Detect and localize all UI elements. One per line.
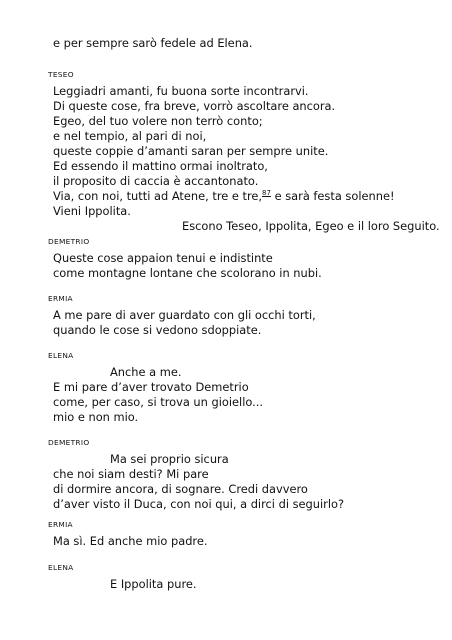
verse-line: e nel tempio, al pari di noi, — [53, 129, 207, 143]
verse-line: quando le cose si vedono sdoppiate. — [53, 323, 262, 337]
verse-line: Egeo, del tuo volere non terrò conto; — [53, 114, 263, 128]
verse-line: Ma sei proprio sicura — [110, 452, 229, 466]
verse-line: mio e non mio. — [53, 410, 139, 424]
verse-line: E Ippolita pure. — [110, 577, 197, 591]
verse-line: Queste cose appaion tenui e indistinte — [53, 251, 273, 265]
stage-direction: Escono Teseo, Ippolita, Egeo e il loro Seguito. — [182, 219, 440, 233]
verse-line: e per sempre sarò fedele ad Elena. — [53, 36, 253, 50]
verse-line: Anche a me. — [110, 365, 182, 379]
speaker-name: DEMETRIO — [48, 237, 90, 246]
verse-line: Di queste cose, fra breve, vorrò ascoltare ancora. — [53, 99, 336, 113]
speaker-name: ELENA — [48, 351, 74, 360]
verse-line: Ma sì. Ed anche mio padre. — [53, 534, 208, 548]
verse-text: Via, con noi, tutti ad Atene, tre e tre, — [53, 189, 263, 203]
verse-line: come, per caso, si trova un gioiello... — [53, 395, 263, 409]
speaker-name: TESEO — [48, 70, 74, 79]
verse-line: il proposito di caccia è accantonato. — [53, 174, 259, 188]
speaker-name: ERMIA — [48, 520, 73, 529]
speaker-name: DEMETRIO — [48, 438, 90, 447]
verse-line: Leggiadri amanti, fu buona sorte incontrarvi. — [53, 84, 309, 98]
verse-line: A me pare di aver guardato con gli occhi torti, — [53, 308, 316, 322]
verse-line: Ed essendo il mattino ormai inoltrato, — [53, 159, 268, 173]
verse-line — [53, 189, 395, 205]
verse-line: d’aver visto il Duca, con noi qui, a dirci di seguirlo? — [53, 497, 345, 511]
verse-line: di dormire ancora, di sognare. Credi davvero — [53, 482, 308, 496]
verse-line: che noi siam desti? Mi pare — [53, 467, 209, 481]
verse-text: e sarà festa solenne! — [270, 189, 395, 203]
verse-line: come montagne lontane che scolorano in nubi. — [53, 266, 322, 280]
footnote-link[interactable]: 87 — [262, 189, 271, 198]
speaker-name: ELENA — [48, 563, 74, 572]
verse-line: Vieni Ippolita. — [53, 204, 131, 218]
verse-line: queste coppie d’amanti saran per sempre unite. — [53, 144, 329, 158]
speaker-name: ERMIA — [48, 294, 73, 303]
verse-line: E mi pare d’aver trovato Demetrio — [53, 380, 249, 394]
